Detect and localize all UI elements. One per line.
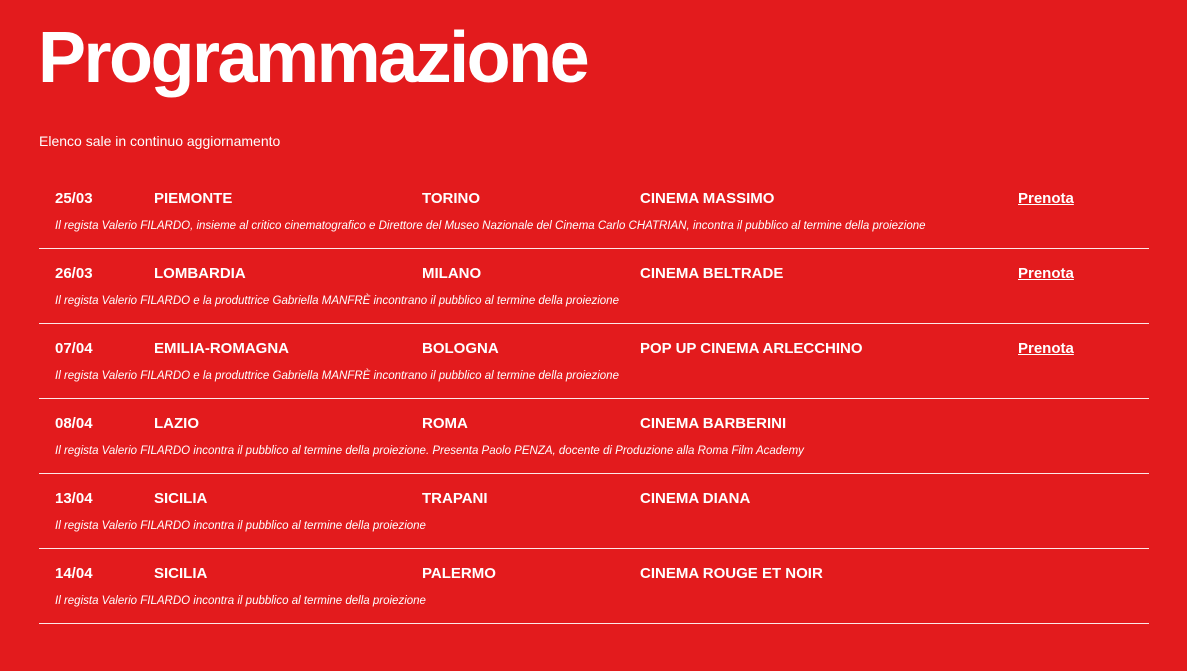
screening-date: 14/04 [55, 565, 93, 582]
screening-note: Il regista Valerio FILARDO incontra il pubblico al termine della proiezione [55, 595, 426, 607]
screening-cinema: CINEMA ROUGE ET NOIR [640, 565, 823, 582]
screening-date: 26/03 [55, 265, 93, 282]
screening-cinema: CINEMA BARBERINI [640, 415, 787, 432]
booking-link[interactable]: Prenota [1018, 190, 1074, 207]
screening-city: TRAPANI [422, 490, 488, 507]
screening-note: Il regista Valerio FILARDO incontra il pubblico al termine della proiezione [55, 520, 426, 532]
screening-region: LOMBARDIA [154, 265, 246, 282]
screening-region: EMILIA-ROMAGNA [154, 340, 289, 357]
screening-date: 25/03 [55, 190, 93, 207]
screening-region: PIEMONTE [154, 190, 233, 207]
screening-date: 13/04 [55, 490, 93, 507]
screening-city: TORINO [422, 190, 481, 207]
page-title: Programmazione [38, 18, 588, 98]
booking-link[interactable]: Prenota [1018, 265, 1074, 282]
schedule-row [39, 324, 1149, 399]
screening-cinema: CINEMA MASSIMO [640, 190, 775, 207]
screening-region: SICILIA [154, 490, 208, 507]
page-subtitle: Elenco sale in continuo aggiornamento [39, 133, 281, 149]
screening-note: Il regista Valerio FILARDO e la produttrice Gabriella MANFRÈ incontrano il pubblico al termine della proiezione [55, 295, 619, 307]
screening-city: PALERMO [422, 565, 496, 582]
screening-city: BOLOGNA [422, 340, 499, 357]
screening-city: MILANO [422, 265, 482, 282]
screening-note: Il regista Valerio FILARDO incontra il pubblico al termine della proiezione. Presenta Paolo PENZA, docente di Produzione alla Roma Film Academy [55, 445, 804, 457]
screening-date: 08/04 [55, 415, 93, 432]
screening-note: Il regista Valerio FILARDO, insieme al critico cinematografico e Direttore del Museo Nazionale del Cinema Carlo CHATRIAN, incontra il pubblico al termine della proiezione [55, 220, 926, 232]
screening-date: 07/04 [55, 340, 93, 357]
screening-region: SICILIA [154, 565, 208, 582]
schedule-row [39, 474, 1149, 549]
screening-cinema: CINEMA BELTRADE [640, 265, 784, 282]
schedule-list [39, 174, 1149, 624]
screening-note: Il regista Valerio FILARDO e la produttrice Gabriella MANFRÈ incontrano il pubblico al termine della proiezione [55, 370, 619, 382]
schedule-row [39, 549, 1149, 624]
screening-cinema: POP UP CINEMA ARLECCHINO [640, 340, 863, 357]
screening-city: ROMA [422, 415, 468, 432]
schedule-row [39, 249, 1149, 324]
screening-cinema: CINEMA DIANA [640, 490, 751, 507]
schedule-row [39, 174, 1149, 249]
schedule-row [39, 399, 1149, 474]
booking-link[interactable]: Prenota [1018, 340, 1074, 357]
screening-region: LAZIO [154, 415, 199, 432]
